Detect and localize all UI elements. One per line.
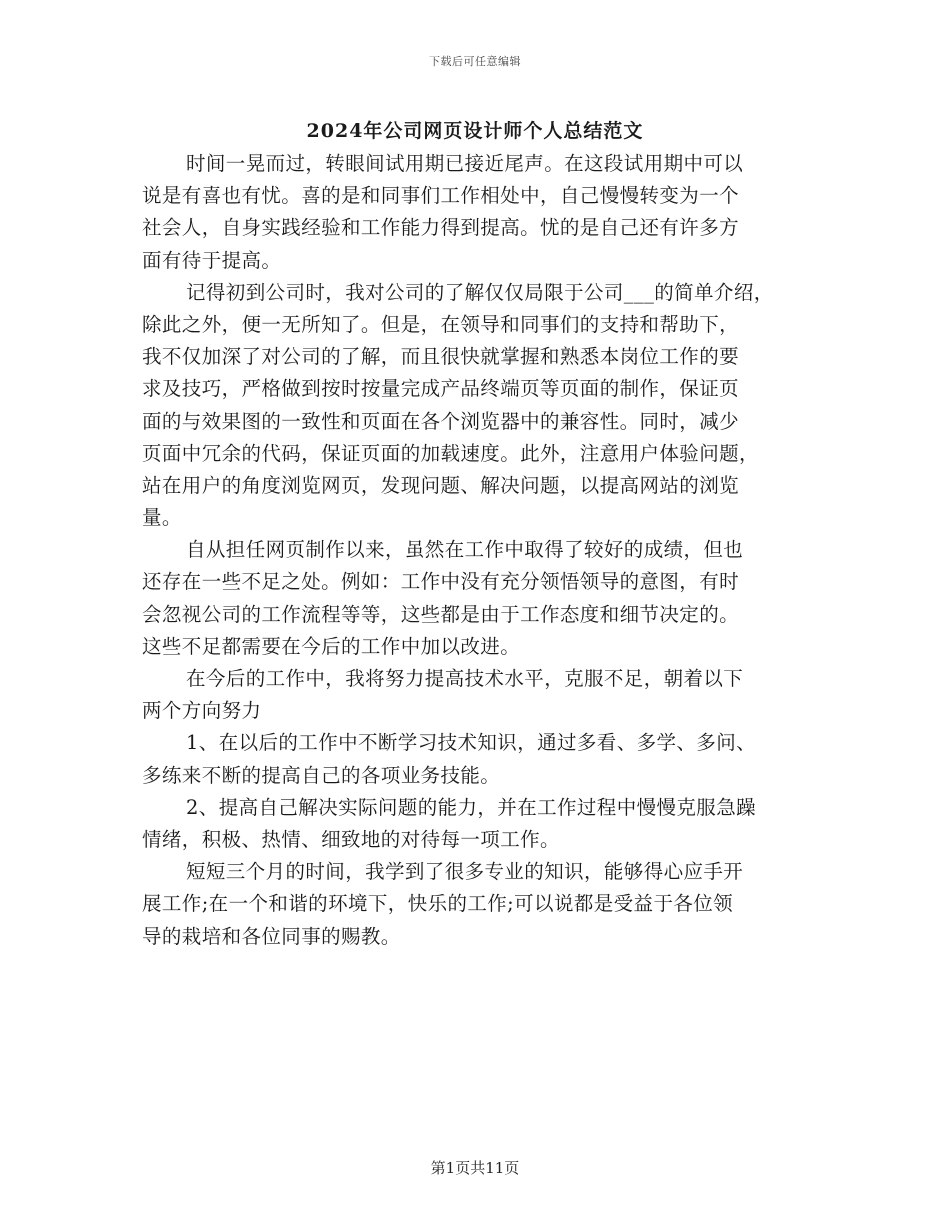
body-line: 会忽视公司的工作流程等等，这些都是由于工作态度和细节决定的。 xyxy=(142,602,740,626)
body-line: 站在用户的角度浏览网页，发现问题、解决问题，以提高网站的浏览 xyxy=(142,473,740,497)
body-line: 展工作;在一个和谐的环境下，快乐的工作;可以说都是受益于各位领 xyxy=(142,892,734,916)
body-line: 面的与效果图的一致性和页面在各个浏览器中的兼容性。同时，减少 xyxy=(142,409,740,433)
body-line: 量。 xyxy=(142,506,182,530)
body-line: 2、提高自己解决实际问题的能力，并在工作过程中慢慢克服急躁 xyxy=(186,795,757,819)
body-line: 1、在以后的工作中不断学习技术知识，通过多看、多学、多问、 xyxy=(186,731,757,755)
document-body xyxy=(142,148,822,953)
body-line: 多练来不断的提高自己的各项业务技能。 xyxy=(142,763,501,787)
header-note: 下载后可任意编辑 xyxy=(429,55,521,68)
body-line: 面有待于提高。 xyxy=(142,248,282,272)
body-line: 除此之外，便一无所知了。但是，在领导和同事们的支持和帮助下， xyxy=(142,312,740,336)
document-title: 2024年公司网页设计师个人总结范文 xyxy=(306,120,644,142)
body-line: 两个方向努力 xyxy=(142,699,262,723)
body-line: 社会人，自身实践经验和工作能力得到提高。忧的是自己还有许多方 xyxy=(142,216,740,240)
body-line: 导的栽培和各位同事的赐教。 xyxy=(142,924,401,948)
body-line: 记得初到公司时，我对公司的了解仅仅局限于公司___的简单介绍， xyxy=(186,280,774,304)
body-line: 自从担任网页制作以来，虽然在工作中取得了较好的成绩，但也 xyxy=(186,538,744,562)
body-line: 短短三个月的时间，我学到了很多专业的知识，能够得心应手开 xyxy=(186,860,744,884)
body-line: 在今后的工作中，我将努力提高技术水平，克服不足，朝着以下 xyxy=(186,667,744,690)
body-line: 求及技巧，严格做到按时按量完成产品终端页等页面的制作，保证页 xyxy=(142,377,740,401)
body-line: 还存在一些不足之处。例如：工作中没有充分领悟领导的意图，有时 xyxy=(142,570,740,594)
page-number: 第1页共11页 xyxy=(430,1159,520,1177)
body-line: 页面中冗余的代码，保证页面的加载速度。此外，注意用户体验问题， xyxy=(142,441,759,465)
body-line: 时间一晃而过，转眼间试用期已接近尾声。在这段试用期中可以 xyxy=(186,152,744,175)
body-line: 说是有喜也有忧。喜的是和同事们工作相处中，自己慢慢转变为一个 xyxy=(142,184,740,208)
body-line: 我不仅加深了对公司的了解，而且很快就掌握和熟悉本岗位工作的要 xyxy=(142,345,740,369)
body-line: 情绪，积极、热情、细致地的对待每一项工作。 xyxy=(142,827,560,851)
body-line: 这些不足都需要在今后的工作中加以改进。 xyxy=(142,634,521,658)
